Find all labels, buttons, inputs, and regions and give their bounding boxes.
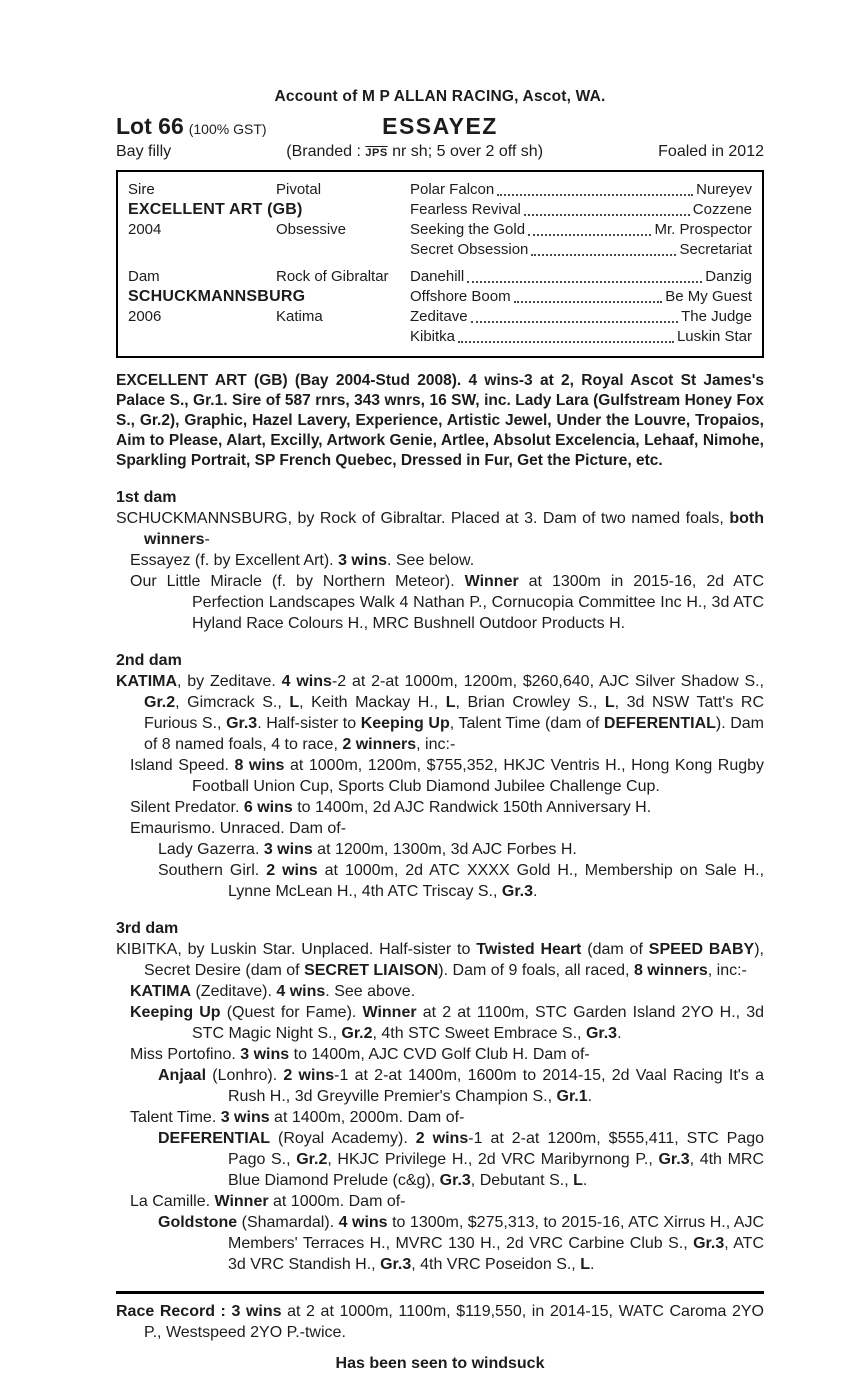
section-heading: 2nd dam [116, 652, 182, 669]
ancestor-name: Kibitka [410, 328, 456, 345]
sire-group [128, 180, 752, 260]
pedigree-paragraph: Talent Time. 3 wins at 1400m, 2000m. Dam of- [130, 1109, 465, 1126]
pedigree-paragraph: DEFERENTIAL (Royal Academy). 2 wins-1 at 2-at 1200m, $555,411, STC Pago Pago S., Gr.2, HKJC Privilege H., 2d VRC Maribyrnong P., Gr.3, 4th MRC Blue Diamond Prelude (c&g), Gr.3, Debutant S., L. [158, 1130, 765, 1189]
leader-dots [467, 281, 702, 283]
ancestor-sire: Be My Guest [665, 288, 752, 305]
leader-dots [471, 321, 679, 323]
sire-year: 2004 [128, 221, 162, 238]
sire-name: EXCELLENT ART (GB) [128, 201, 303, 218]
account-line: Account of M P ALLAN RACING, Ascot, WA. [274, 88, 606, 105]
ancestor-sire: Cozzene [692, 201, 752, 218]
pedigree-paragraph: Goldstone (Shamardal). 4 wins to 1300m, $275,313, to 2015-16, ATC Xirrus H., AJC Members' Terraces H., MVRC 130 H., 2d VRC Carbine Club S., Gr.3, ATC 3d VRC Standish H., Gr.3, 4th VRC Poseidon S., L. [158, 1214, 765, 1273]
ancestor-name: Offshore Boom [410, 288, 511, 305]
brand-line [286, 143, 543, 161]
sire-parent-1: Pivotal [276, 181, 322, 198]
brand-mark: $\overline{JPS}$ [365, 147, 388, 159]
pedigree-paragraph: Island Speed. 8 wins at 1000m, 1200m, $755,352, HKJC Ventris H., Hong Kong Rugby Football Union Cup, Sports Club Diamond Jubilee Challenge Cup. [130, 757, 765, 795]
ancestor-name: Danehill [410, 268, 465, 285]
pedigree-paragraph: Our Little Miracle (f. by Northern Meteor). Winner at 1300m in 2015-16, 2d ATC Perfection Landscapes Walk 4 Nathan P., Cornucopia Committee Inc H., 3d ATC Hyland Race Colours H., MRC Bushnell Outdoor Products H. [130, 573, 765, 632]
pedigree-paragraph: SCHUCKMANNSBURG, by Rock of Gibraltar. Placed at 3. Dam of two named foals, both winners- [116, 510, 764, 548]
ancestor-name: Seeking the Gold [410, 221, 526, 238]
ancestor-sire: The Judge [681, 308, 752, 325]
ancestor-sire: Danzig [705, 268, 752, 285]
race-record: Race Record : 3 wins at 2 at 1000m, 1100m, $119,550, in 2014-15, WATC Caroma 2YO P., Westspeed 2YO P.-twice. [116, 1303, 764, 1341]
gst-note: (100% GST) [188, 121, 267, 137]
grandparent-row [410, 307, 752, 327]
section-heading: 3rd dam [116, 920, 179, 937]
dam-group [128, 267, 752, 347]
pedigree-table [116, 170, 764, 358]
ancestor-sire: Luskin Star [676, 328, 752, 345]
leader-dots [514, 301, 663, 303]
grandparent-row [410, 267, 752, 287]
foaled-year: Foaled in 2012 [658, 143, 764, 160]
grandparent-row [410, 220, 752, 240]
dam-label: Dam [128, 268, 160, 285]
pedigree-paragraph: Anjaal (Lonhro). 2 wins-1 at 2-at 1400m, 1600m to 2014-15, 2d Vaal Racing It's a Rush H., 3d Greyville Premier's Champion S., Gr.1. [158, 1067, 764, 1105]
section-heading: 1st dam [116, 489, 177, 506]
leader-dots [524, 214, 690, 216]
grandparent-row [410, 180, 752, 200]
ancestor-name: Polar Falcon [410, 181, 495, 198]
pedigree-paragraph: KATIMA (Zeditave). 4 wins. See above. [130, 983, 416, 1000]
brand-suffix: nr sh; 5 over 2 off sh) [387, 143, 544, 160]
pedigree-paragraph: KIBITKA, by Luskin Star. Unplaced. Half-sister to Twisted Heart (dam of SPEED BABY), Secret Desire (dam of SECRET LIAISON). Dam of 9 foals, all raced, 8 winners, inc:- [116, 941, 764, 979]
grandparent-row [410, 240, 752, 260]
pedigree-paragraph: Silent Predator. 6 wins to 1400m, 2d AJC Randwick 150th Anniversary H. [130, 799, 652, 816]
dam-parent-2: Katima [276, 308, 323, 325]
leader-dots [531, 254, 676, 256]
dam-name: SCHUCKMANNSBURG [128, 288, 306, 305]
pedigree-paragraph: Keeping Up (Quest for Fame). Winner at 2 at 1100m, STC Garden Island 2YO H., 3d STC Magic Night S., Gr.2, 4th STC Sweet Embrace S., Gr.3. [130, 1004, 765, 1042]
sire-summary: EXCELLENT ART (GB) (Bay 2004-Stud 2008). 4 wins-3 at 2, Royal Ascot St James's Palace S., Gr.1. Sire of 587 rnrs, 343 wnrs, 16 SW, inc. Lady Lara (Gulfstream Honey Fox S., Gr.2), Graphic, Hazel Lavery, Experience, Artistic Jewel, Under the Louvre, Tropaios, Aim to Please, Alart, Excilly, Artwork Genie, Artlee, Absolut Excelencia, Lehaaf, Nimohe, Sparkling Portrait, SP French Quebec, Dressed in Fur, Get the Picture, etc. [116, 372, 764, 469]
windsuck-note: Has been seen to windsuck [335, 1355, 545, 1372]
ancestor-name: Fearless Revival [410, 201, 521, 218]
dam-year: 2006 [128, 308, 162, 325]
grandparent-row [410, 327, 752, 347]
pedigree-paragraph: La Camille. Winner at 1000m. Dam of- [130, 1193, 406, 1210]
grandparent-row [410, 200, 752, 220]
section-1st-dam [116, 489, 764, 634]
pedigree-paragraph: KATIMA, by Zeditave. 4 wins-2 at 2-at 1000m, 1200m, $260,640, AJC Silver Shadow S., Gr.2, Gimcrack S., L, Keith Mackay H., L, Brian Crowley S., L, 3d NSW Tatt's RC Furious S., Gr.3. Half-sister to Keeping Up, Talent Time (dam of DEFERENTIAL). Dam of 8 named foals, 4 to race, 2 winners, inc:- [116, 673, 765, 753]
section-2nd-dam [116, 652, 764, 902]
pedigree-paragraph: Lady Gazerra. 3 wins at 1200m, 1300m, 3d AJC Forbes H. [158, 841, 577, 858]
ancestor-sire: Mr. Prospector [654, 221, 752, 238]
pedigree-paragraph: Southern Girl. 2 wins at 1000m, 2d ATC XXXX Gold H., Membership on Sale H., Lynne McLean H., 4th ATC Triscay S., Gr.3. [158, 862, 765, 900]
lot-header-row [116, 113, 764, 140]
horse-name: ESSAYEZ [382, 113, 498, 139]
grandparent-row [410, 287, 752, 307]
pedigree-paragraph: Emaurismo. Unraced. Dam of- [130, 820, 347, 837]
ancestor-sire: Nureyev [696, 181, 752, 198]
ancestor-name: Zeditave [410, 308, 468, 325]
pedigree-paragraph: Miss Portofino. 3 wins to 1400m, AJC CVD Golf Club H. Dam of- [130, 1046, 590, 1063]
sire-label: Sire [128, 181, 155, 198]
ancestor-sire: Secretariat [679, 241, 752, 258]
leader-dots [528, 234, 651, 236]
brand-prefix: (Branded : [286, 143, 366, 160]
ancestor-name: Secret Obsession [410, 241, 529, 258]
lot-number: Lot 66 [116, 113, 184, 139]
lot-block [116, 113, 382, 140]
pedigree-paragraph: Essayez (f. by Excellent Art). 3 wins. See below. [130, 552, 475, 569]
race-record-divider [116, 1291, 764, 1294]
leader-dots [458, 341, 674, 343]
section-3rd-dam [116, 920, 764, 1275]
sire-parent-2: Obsessive [276, 221, 347, 238]
leader-dots [497, 194, 693, 196]
description-row [116, 143, 764, 161]
dam-parent-1: Rock of Gibraltar [276, 268, 389, 285]
sex-colour: Bay filly [116, 143, 172, 160]
